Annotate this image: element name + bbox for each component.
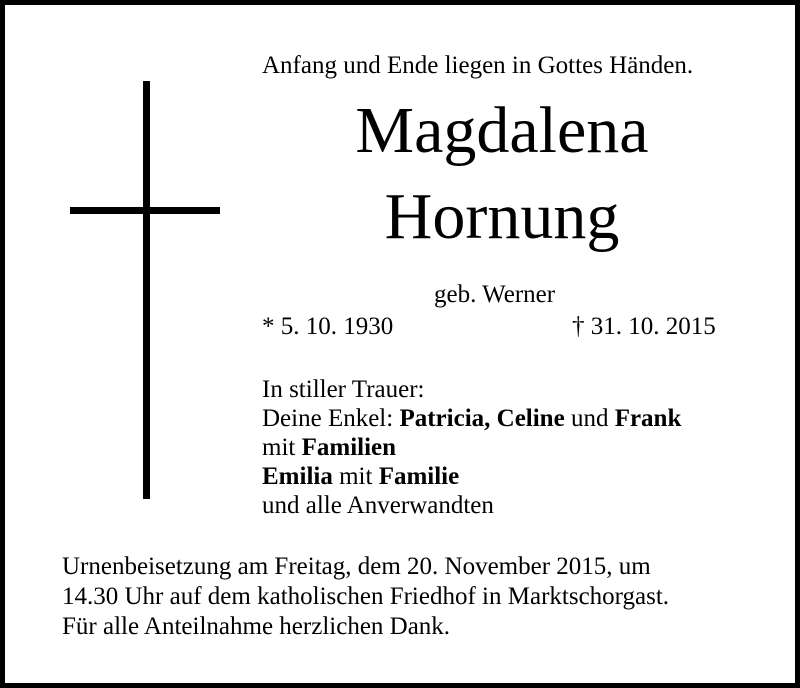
mourners-block	[262, 375, 681, 520]
maiden-name: geb. Werner	[434, 281, 556, 308]
motto: Anfang und Ende liegen in Gottes Händen.	[262, 52, 694, 79]
funeral-details	[62, 552, 669, 642]
footer-line-3: Für alle Anteilnahme herzlichen Dank.	[62, 613, 451, 640]
mourners-line-4: Emilia mit Familie	[262, 463, 460, 490]
footer-line-2: 14.30 Uhr auf dem katholischen Friedhof in Marktschorgast.	[62, 583, 670, 610]
last-name: Hornung	[384, 180, 620, 253]
mourners-line-1: In stiller Trauer:	[262, 376, 425, 403]
mourners-line-3: mit Familien	[262, 434, 397, 461]
mourners-line-5: und alle Anverwandten	[262, 492, 494, 519]
footer-line-1: Urnenbeisetzung am Freitag, dem 20. November 2015, um	[62, 553, 651, 580]
death-date: † 31. 10. 2015	[572, 313, 716, 340]
mourners-line-2: Deine Enkel: Patricia, Celine und Frank	[262, 405, 682, 432]
first-name: Magdalena	[355, 94, 649, 167]
birth-date: * 5. 10. 1930	[262, 313, 394, 340]
